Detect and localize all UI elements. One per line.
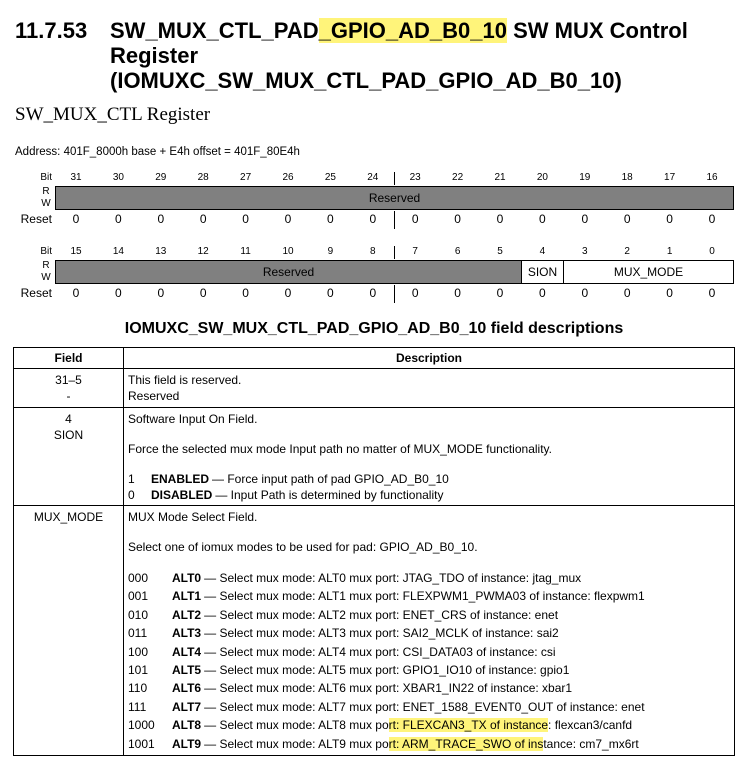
upper-reserved-field: Reserved	[55, 186, 734, 210]
value-name: ENABLED	[151, 472, 210, 486]
alt-text: — Select mux mode: ALT3 mux port: SAI2_MCLK of instance: sai2	[204, 626, 559, 641]
value-name: DISABLED	[151, 488, 213, 502]
alt-code: 100	[128, 644, 149, 659]
alt-text: — Select mux mode: ALT0 mux port: JTAG_TDO of instance: jtag_mux	[204, 571, 582, 585]
register-subtitle: SW_MUX_CTL Register	[15, 104, 211, 125]
reset-value: 0	[496, 212, 504, 226]
alt-code: 1000	[128, 718, 155, 733]
reset-value: 0	[327, 286, 334, 300]
value-text: — Input Path is determined by functionality	[215, 488, 444, 502]
alt-name: ALT0	[172, 571, 202, 585]
bit-number: 11	[240, 246, 251, 257]
description-line: This field is reserved.	[128, 373, 242, 387]
table-row-mux-mode	[14, 506, 735, 756]
alt-row	[128, 569, 730, 587]
alt-name: ALT9	[172, 736, 202, 751]
reset-label: Reset	[20, 212, 52, 226]
bit-number: 22	[452, 172, 464, 183]
alt-text: — Select mux mode: ALT8 mux port: FLEXCAN3_TX of instance: flexcan3/canfd	[204, 718, 633, 733]
alt-row	[128, 624, 730, 642]
reset-value: 0	[72, 212, 80, 226]
header-description: Description	[124, 348, 735, 369]
alt-name: ALT2	[172, 607, 202, 622]
bit-number: 16	[706, 172, 718, 183]
alt-name: ALT7	[172, 699, 202, 714]
description-cell	[124, 408, 735, 506]
reset-value: 0	[284, 212, 292, 226]
alt-name: ALT5	[172, 662, 202, 677]
field-name: SION	[53, 428, 84, 442]
reset-value: 0	[496, 286, 504, 300]
bit-number: 26	[282, 172, 294, 183]
bit-number: 5	[497, 246, 503, 257]
reset-value: 0	[157, 212, 165, 226]
bit-number: 4	[539, 246, 546, 257]
bit-number: 18	[621, 172, 633, 183]
reset-value: 0	[623, 212, 631, 226]
alt-text: — Select mux mode: ALT4 mux port: CSI_DATA03 of instance: csi	[204, 644, 556, 659]
field-cell	[14, 506, 124, 756]
lower-reserved-field: Reserved	[55, 260, 522, 284]
sion-field: SION	[521, 260, 564, 284]
reset-value: 0	[454, 212, 461, 226]
field-cell	[14, 408, 124, 506]
reset-value: 0	[623, 286, 631, 300]
reset-value: 0	[411, 286, 419, 300]
value-code: 1	[128, 472, 135, 486]
alt-row	[128, 643, 730, 661]
alt-code: 001	[128, 589, 149, 604]
reset-value: 0	[708, 212, 716, 226]
alt9-highlight: rt: ARM_TRACE_SWO of ins	[388, 736, 544, 751]
alt-row	[128, 587, 730, 605]
r-label: R	[42, 186, 50, 197]
title-prefix: SW_MUX_CTL_PAD	[110, 18, 319, 43]
alt-name: ALT8	[172, 718, 202, 733]
byte-divider	[394, 211, 395, 229]
alt-row	[128, 661, 730, 679]
bit-number: 1	[666, 246, 673, 257]
description-line: MUX Mode Select Field.	[128, 510, 258, 524]
table-row-sion	[14, 408, 735, 506]
table-row-reserved	[14, 369, 735, 408]
bit-label: Bit	[40, 172, 52, 183]
bit-number: 2	[624, 246, 630, 257]
reset-value: 0	[199, 286, 207, 300]
bit-label: Bit	[40, 246, 52, 257]
value-text: — Force input path of pad GPIO_AD_B0_10	[212, 472, 449, 486]
reset-value: 0	[666, 212, 673, 226]
reset-value: 0	[369, 286, 377, 300]
alt-text: — Select mux mode: ALT7 mux port: ENET_1588_EVENT0_OUT of instance: enet	[204, 699, 645, 714]
reset-value: 0	[708, 286, 716, 300]
reset-value: 0	[539, 212, 546, 226]
bit-number: 0	[709, 246, 715, 257]
title-suffix: SW MUX Control	[506, 18, 688, 43]
bit-number: 15	[70, 246, 82, 257]
alt-code: 111	[128, 699, 147, 714]
description-line: Select one of iomux modes to be used for pad: GPIO_AD_B0_10.	[128, 540, 478, 554]
reset-value: 0	[115, 212, 122, 226]
reset-value: 0	[454, 286, 461, 300]
register-diagram-upper	[12, 172, 735, 229]
register-address: Address: 401F_8000h base + E4h offset = 401F_80E4h	[15, 146, 300, 158]
reset-value: 0	[581, 212, 589, 226]
bit-number: 29	[155, 172, 167, 183]
description-line: Reserved	[128, 389, 180, 403]
reset-value: 0	[157, 286, 165, 300]
bit-number: 21	[494, 172, 506, 183]
field-cell	[14, 369, 124, 408]
reset-value: 0	[411, 212, 419, 226]
reset-label: Reset	[20, 286, 52, 300]
bit-number: 12	[197, 246, 209, 257]
field-bits: 31–5	[55, 373, 82, 387]
byte-divider	[394, 172, 395, 185]
value-row	[128, 471, 730, 487]
field-name: -	[66, 389, 71, 403]
reset-value: 0	[666, 286, 673, 300]
value-code: 0	[128, 488, 135, 502]
alt-code: 010	[128, 607, 149, 622]
bit-number: 6	[454, 246, 461, 257]
alt8-highlight: rt: FLEXCAN3_TX of instance	[388, 718, 549, 733]
field-descriptions-table	[13, 347, 735, 756]
description-cell	[124, 369, 735, 408]
bit-number: 28	[197, 172, 209, 183]
bit-number: 8	[370, 246, 376, 257]
field-name: MUX_MODE	[33, 510, 104, 524]
description-line: Force the selected mux mode Input path no matter of MUX_MODE functionality.	[128, 442, 552, 456]
alt-name: ALT4	[172, 644, 202, 659]
reset-value: 0	[284, 286, 292, 300]
bit-number: 23	[409, 172, 421, 183]
bit-number: 13	[155, 246, 167, 257]
section-number: 11.7.53	[15, 18, 88, 43]
w-label: W	[41, 272, 51, 283]
description-line: Software Input On Field.	[128, 412, 258, 426]
alt-code: 101	[128, 662, 149, 677]
title-line2: Register	[110, 43, 199, 68]
reset-value: 0	[327, 212, 334, 226]
register-diagram-lower	[12, 246, 735, 303]
alt-code: 011	[128, 626, 148, 641]
reset-value: 0	[115, 286, 122, 300]
bit-number: 14	[112, 246, 124, 257]
alt-code: 000	[128, 571, 149, 585]
bit-number: 10	[282, 246, 294, 257]
alt-mode-list	[128, 569, 730, 716]
reset-value: 0	[539, 286, 546, 300]
byte-divider	[394, 285, 395, 303]
mux-mode-field: MUX_MODE	[563, 260, 734, 284]
bit-number: 24	[367, 172, 379, 183]
alt-text: — Select mux mode: ALT9 mux port: ARM_TRACE_SWO of instance: cm7_mx6rt	[204, 736, 639, 751]
alt-row	[128, 735, 730, 753]
byte-divider	[394, 246, 395, 259]
bit-number: 19	[579, 172, 591, 183]
field-descriptions-title: IOMUXC_SW_MUX_CTL_PAD_GPIO_AD_B0_10 field descriptions	[124, 320, 624, 337]
alt-row	[128, 716, 730, 734]
alt-row	[128, 698, 730, 716]
header-field: Field	[14, 348, 124, 369]
w-label: W	[41, 198, 51, 209]
alt-name: ALT3	[172, 626, 202, 641]
field-bits: 4	[65, 412, 72, 426]
value-row	[128, 487, 730, 503]
reset-value: 0	[242, 212, 249, 226]
alt-name: ALT1	[172, 589, 202, 604]
alt-text: — Select mux mode: ALT6 mux port: XBAR1_IN22 of instance: xbar1	[204, 681, 573, 696]
reset-value: 0	[199, 212, 207, 226]
bit-number: 31	[70, 172, 82, 183]
r-label: R	[42, 260, 50, 271]
bit-number: 9	[327, 246, 334, 257]
title-line3: (IOMUXC_SW_MUX_CTL_PAD_GPIO_AD_B0_10)	[110, 68, 622, 93]
alt-code: 110	[128, 681, 148, 696]
reset-value: 0	[242, 286, 249, 300]
table-header-row	[14, 348, 735, 369]
alt-text: — Select mux mode: ALT2 mux port: ENET_CRS of instance: enet	[204, 607, 559, 622]
bit-number: 30	[112, 172, 124, 183]
alt-row	[128, 679, 730, 697]
bit-number: 27	[240, 172, 252, 183]
alt-code: 1001	[128, 736, 155, 751]
alt-row	[128, 606, 730, 624]
bit-number: 20	[536, 172, 548, 183]
description-cell	[124, 506, 735, 756]
section-title	[15, 18, 740, 93]
alt-name: ALT6	[172, 681, 202, 696]
reset-value: 0	[581, 286, 589, 300]
bit-number: 3	[582, 246, 588, 257]
title-pad-highlight: _GPIO_AD_B0_10	[318, 18, 507, 43]
alt-text: — Select mux mode: ALT5 mux port: GPIO1_IO10 of instance: gpio1	[204, 662, 570, 677]
bit-number: 25	[324, 172, 336, 183]
alt-text: — Select mux mode: ALT1 mux port: FLEXPWM1_PWMA03 of instance: flexpwm1	[204, 589, 645, 604]
bit-number: 7	[412, 246, 418, 257]
reset-value: 0	[369, 212, 377, 226]
bit-number: 17	[664, 172, 676, 183]
reset-value: 0	[72, 286, 80, 300]
